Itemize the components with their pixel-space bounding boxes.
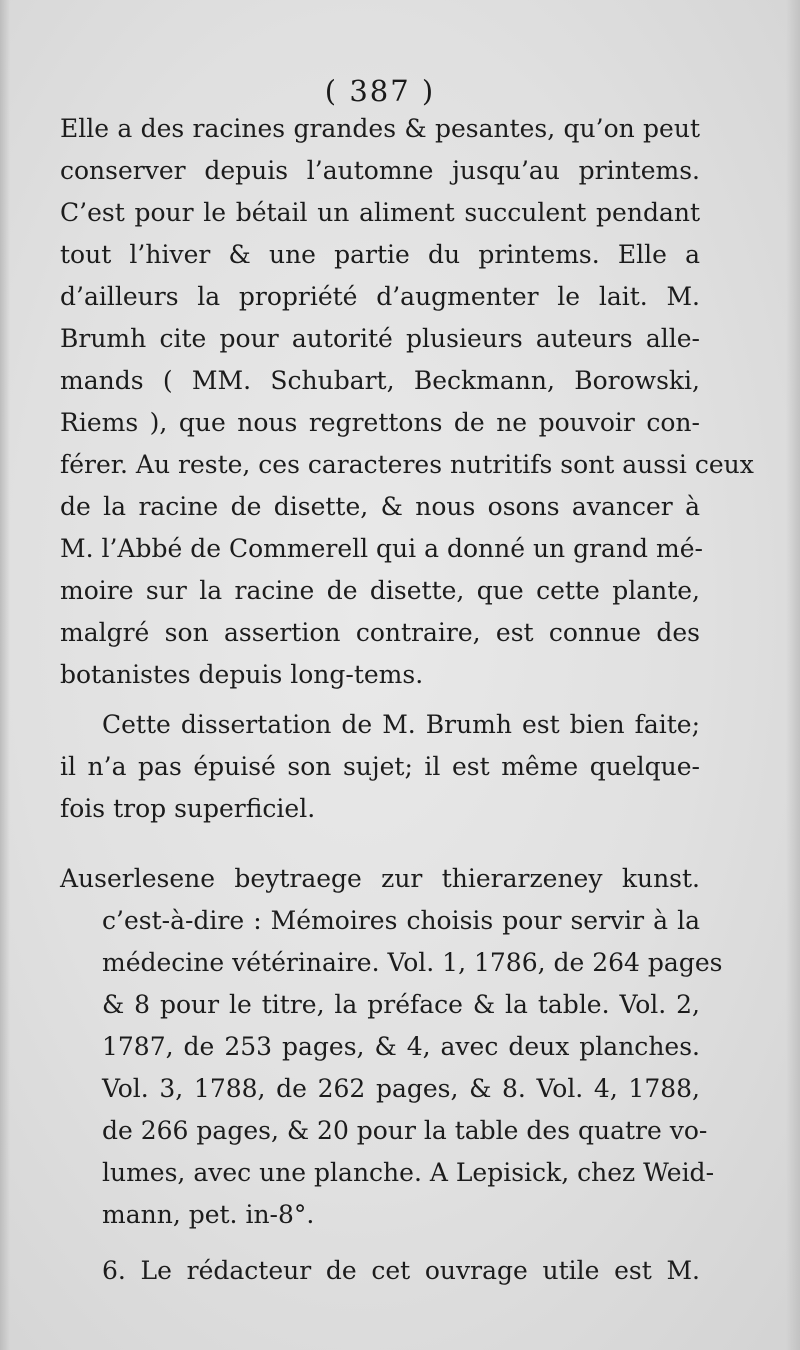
text-line: mann, pet. in-8°. [102,1200,315,1229]
text-line: botanistes depuis long-tems. [60,660,424,689]
text-line: malgré son assertion contraire, est connue des [60,618,700,647]
text-line: médecine vétérinaire. Vol. 1, 1786, de 264 pages [102,948,723,977]
text-line: moire sur la racine de disette, que cette plante, [60,576,700,605]
paragraph-2 [60,704,700,830]
paragraph-4 [60,1250,700,1292]
page-edge-right [786,0,800,1350]
text-line: fois trop superficiel. [60,794,316,823]
text-line: Auserlesene beytraege zur thierarzeney kunst. [60,864,700,893]
text-line: férer. Au reste, ces caracteres nutritifs sont aussi ceux [60,450,754,479]
text-line: conserver depuis l’automne jusqu’au printems. [60,156,700,185]
text-line: c’est-à-dire : Mémoires choisis pour servir à la [102,906,700,935]
text-line: lumes, avec une planche. A Lepisick, chez Weid- [102,1158,715,1187]
page-number: ( 387 ) [324,74,436,108]
page-text [60,108,754,1292]
text-line: Vol. 3, 1788, de 262 pages, & 8. Vol. 4, 1788, [102,1074,700,1103]
text-line: Riems ), que nous regrettons de ne pouvoir con- [60,408,700,437]
text-line: 6. Le rédacteur de cet ouvrage utile est M. [102,1256,700,1285]
text-line: Brumh cite pour autorité plusieurs auteurs alle- [60,324,700,353]
text-line: Cette dissertation de M. Brumh est bien faite; [102,710,700,739]
text-line: mands ( MM. Schubart, Beckmann, Borowski, [60,366,700,395]
text-line: C’est pour le bétail un aliment succulent pendant [60,198,700,227]
paragraph-1 [60,108,754,696]
text-line: Elle a des racines grandes & pesantes, qu’on peut [60,114,700,143]
text-line: tout l’hiver & une partie du printems. Elle a [60,240,700,269]
text-line: d’ailleurs la propriété d’augmenter le lait. M. [60,282,700,311]
text-line: il n’a pas épuisé son sujet; il est même quelque- [60,752,700,781]
text-line: 1787, de 253 pages, & 4, avec deux planches. [102,1032,700,1061]
text-line: & 8 pour le titre, la préface & la table. Vol. 2, [102,990,700,1019]
text-line: M. l’Abbé de Commerell qui a donné un grand mé- [60,534,703,563]
text-line: de 266 pages, & 20 pour la table des quatre vo- [102,1116,708,1145]
paragraph-3 [60,858,723,1236]
text-line: de la racine de disette, & nous osons avancer à [60,492,700,521]
page-edge-left [0,0,10,1350]
